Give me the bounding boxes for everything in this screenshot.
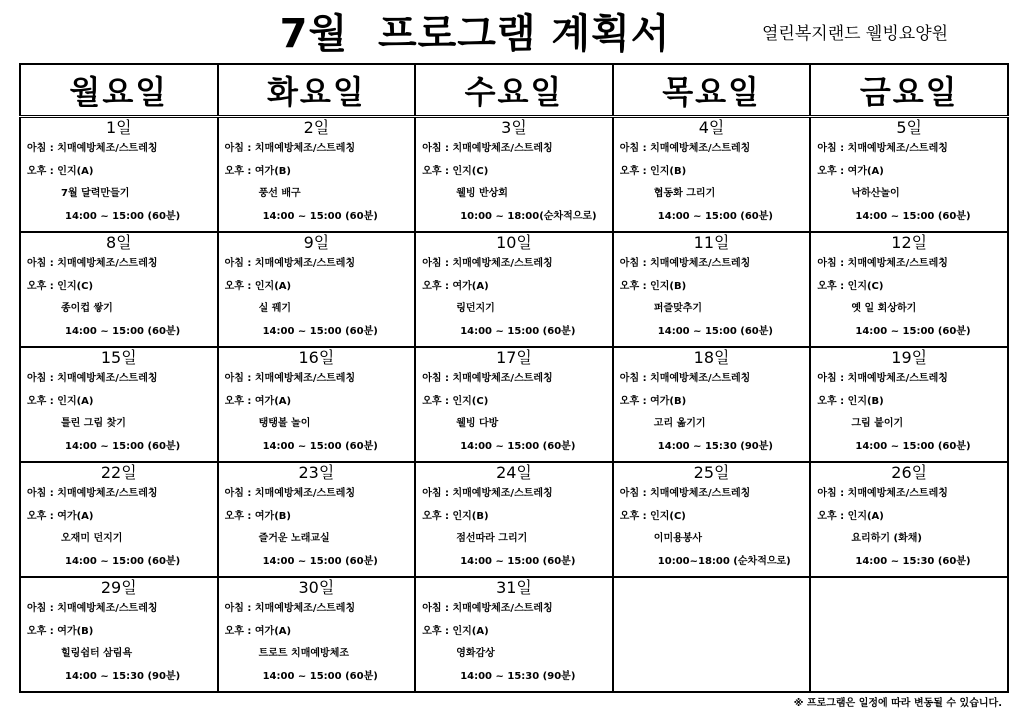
day-cell [218, 117, 416, 233]
day-cell [810, 347, 1008, 462]
activity-name: 옛 일 회상하기 [851, 303, 917, 314]
day-number: 12일 [891, 233, 928, 252]
morning-program: 아침 : 치매예방체조/스트레칭 [817, 373, 948, 384]
day-number: 3일 [501, 118, 527, 137]
day-cell-content [811, 348, 1007, 461]
day-number: 1일 [105, 118, 132, 137]
day-cell [218, 462, 416, 577]
afternoon-program: 오후 : 인지(A) [422, 625, 489, 637]
activity-name: 풍선 배구 [258, 188, 301, 199]
afternoon-program: 오후 : 인지(C) [422, 395, 489, 407]
afternoon-program: 오후 : 인지(C) [27, 280, 94, 292]
day-number: 19일 [891, 348, 928, 367]
day-cell [613, 232, 811, 347]
day-cell [20, 117, 218, 233]
activity-time: 14:00 ~ 15:00 (60분) [855, 440, 971, 452]
day-number: 30일 [298, 578, 335, 597]
afternoon-program: 오후 : 여가(B) [224, 510, 291, 522]
activity-time: 14:00 ~ 15:00 (60분) [855, 210, 971, 222]
day-number: 15일 [100, 348, 137, 367]
day-cell-content [219, 578, 415, 691]
day-number: 5일 [896, 118, 922, 137]
day-number: 8일 [105, 233, 132, 252]
activity-time: 14:00 ~ 15:00 (60분) [460, 440, 576, 452]
day-cell [218, 577, 416, 692]
activity-name: 7월 달력만들기 [61, 188, 130, 199]
activity-name: 종이컵 쌓기 [61, 303, 113, 314]
day-cell-content [416, 233, 612, 346]
day-cell [218, 347, 416, 462]
day-number: 22일 [100, 463, 137, 482]
schedule-change-note: ※ 프로그램은 일정에 따라 변동될 수 있습니다. [793, 698, 1002, 709]
afternoon-program: 오후 : 인지(A) [27, 395, 94, 407]
weekday-header-row [20, 64, 1008, 117]
morning-program: 아침 : 치매예방체조/스트레칭 [27, 258, 158, 269]
activity-name: 점선따라 그리기 [456, 533, 528, 544]
activity-time: 14:00 ~ 15:00 (60분) [657, 325, 773, 337]
day-cell-content [614, 348, 810, 461]
activity-name: 웰빙 다방 [456, 418, 499, 429]
morning-program: 아침 : 치매예방체조/스트레칭 [224, 488, 356, 499]
day-cell-content [811, 463, 1007, 576]
day-cell-content [416, 118, 612, 231]
activity-name: 협동화 그리기 [653, 188, 716, 199]
morning-program: 아침 : 치매예방체조/스트레칭 [817, 258, 948, 269]
morning-program: 아침 : 치매예방체조/스트레칭 [224, 143, 356, 154]
afternoon-program: 오후 : 인지(A) [224, 280, 292, 292]
day-cell-content [219, 118, 415, 231]
day-number: 31일 [496, 578, 532, 597]
afternoon-program: 오후 : 여가(B) [27, 625, 94, 637]
morning-program: 아침 : 치매예방체조/스트레칭 [619, 143, 751, 154]
afternoon-program: 오후 : 여가(A) [817, 165, 884, 177]
day-cell [415, 117, 613, 233]
day-cell [415, 347, 613, 462]
morning-program: 아침 : 치매예방체조/스트레칭 [619, 258, 751, 269]
day-number: 17일 [496, 348, 532, 367]
organization-name: 열린복지랜드 웰빙요양원 [762, 24, 949, 44]
week-row [20, 577, 1008, 692]
day-cell-content [614, 118, 810, 231]
afternoon-program: 오후 : 인지(C) [422, 165, 489, 177]
activity-name: 그림 붙이기 [851, 418, 904, 429]
weekday-header-fri: 금요일 [810, 64, 1008, 117]
day-number: 2일 [303, 118, 330, 137]
activity-time: 14:00 ~ 15:00 (60분) [65, 440, 181, 452]
day-cell-content [219, 463, 415, 576]
activity-name: 퍼즐맞추기 [653, 303, 703, 314]
afternoon-program: 오후 : 여가(A) [27, 510, 94, 522]
day-cell [613, 117, 811, 233]
day-number: 26일 [891, 463, 928, 482]
activity-time: 14:00 ~ 15:00 (60분) [262, 670, 378, 682]
activity-time: 14:00 ~ 15:00 (60분) [460, 555, 576, 567]
day-number: 24일 [496, 463, 532, 482]
morning-program: 아침 : 치매예방체조/스트레칭 [27, 373, 158, 384]
morning-program: 아침 : 치매예방체조/스트레칭 [422, 258, 553, 269]
afternoon-program: 오후 : 여가(A) [224, 625, 292, 637]
activity-name: 이미용봉사 [653, 533, 703, 544]
morning-program: 아침 : 치매예방체조/스트레칭 [817, 143, 948, 154]
day-number: 23일 [298, 463, 335, 482]
activity-time: 10:00~18:00 (순차적으로) [657, 555, 791, 567]
afternoon-program: 오후 : 여가(A) [422, 280, 489, 292]
morning-program: 아침 : 치매예방체조/스트레칭 [224, 258, 356, 269]
activity-name: 낙하산놀이 [851, 188, 900, 199]
weekday-header-wed: 수요일 [415, 64, 613, 117]
activity-name: 힐링쉼터 삼림욕 [61, 648, 133, 659]
activity-time: 14:00 ~ 15:30 (90분) [657, 440, 773, 452]
empty-cell-fill [614, 578, 810, 691]
week-row [20, 117, 1008, 233]
weekday-header-thu: 목요일 [613, 64, 811, 117]
morning-program: 아침 : 치매예방체조/스트레칭 [27, 143, 158, 154]
day-number: 16일 [298, 348, 335, 367]
afternoon-program: 오후 : 여가(A) [224, 395, 292, 407]
afternoon-program: 오후 : 인지(B) [619, 280, 687, 292]
day-cell [415, 462, 613, 577]
activity-time: 14:00 ~ 15:00 (60분) [262, 440, 378, 452]
day-cell-content [416, 348, 612, 461]
day-cell-content [21, 463, 217, 576]
afternoon-program: 오후 : 인지(B) [422, 510, 489, 522]
morning-program: 아침 : 치매예방체조/스트레칭 [422, 488, 553, 499]
activity-name: 영화감상 [456, 648, 495, 659]
activity-time: 14:00 ~ 15:00 (60분) [65, 555, 181, 567]
day-cell-content [811, 118, 1007, 231]
morning-program: 아침 : 치매예방체조/스트레칭 [619, 373, 751, 384]
weekday-header-tue: 화요일 [218, 64, 416, 117]
day-cell [613, 347, 811, 462]
morning-program: 아침 : 치매예방체조/스트레칭 [422, 603, 553, 614]
day-number: 25일 [693, 463, 730, 482]
day-cell-content [21, 578, 217, 691]
activity-name: 즐거운 노래교실 [258, 533, 330, 544]
day-cell [20, 232, 218, 347]
activity-time: 14:00 ~ 15:30 (90분) [65, 670, 181, 682]
day-number: 29일 [100, 578, 137, 597]
afternoon-program: 오후 : 인지(C) [619, 510, 686, 522]
activity-name: 실 꿰기 [258, 303, 292, 314]
afternoon-program: 오후 : 인지(C) [817, 280, 884, 292]
day-cell [415, 232, 613, 347]
activity-time: 14:00 ~ 15:00 (60분) [65, 325, 181, 337]
day-cell [613, 462, 811, 577]
day-cell [20, 347, 218, 462]
activity-name: 오재미 던지기 [61, 533, 123, 544]
activity-name: 고리 옮기기 [653, 418, 706, 429]
morning-program: 아침 : 치매예방체조/스트레칭 [619, 488, 751, 499]
morning-program: 아침 : 치매예방체조/스트레칭 [224, 603, 356, 614]
day-number: 11일 [693, 233, 730, 252]
day-number: 4일 [698, 118, 725, 137]
day-cell [810, 462, 1008, 577]
afternoon-program: 오후 : 여가(B) [619, 395, 687, 407]
day-cell-content [614, 233, 810, 346]
day-cell [218, 232, 416, 347]
program-calendar-table [19, 63, 1009, 693]
morning-program: 아침 : 치매예방체조/스트레칭 [422, 143, 553, 154]
activity-name: 요리하기 (화채) [851, 533, 922, 544]
activity-time: 14:00 ~ 15:00 (60분) [262, 325, 378, 337]
day-cell [810, 232, 1008, 347]
week-row [20, 232, 1008, 347]
morning-program: 아침 : 치매예방체조/스트레칭 [27, 488, 158, 499]
day-number: 9일 [303, 233, 330, 252]
week-row [20, 347, 1008, 462]
week-row [20, 462, 1008, 577]
activity-time: 14:00 ~ 15:00 (60분) [262, 555, 378, 567]
day-cell-content [416, 578, 612, 691]
day-cell [20, 462, 218, 577]
empty-cell-fill [811, 578, 1007, 691]
activity-time: 14:00 ~ 15:00 (60분) [855, 325, 971, 337]
day-cell [810, 117, 1008, 233]
afternoon-program: 오후 : 여가(B) [224, 165, 291, 177]
activity-name: 틀린 그림 찾기 [61, 418, 126, 429]
morning-program: 아침 : 치매예방체조/스트레칭 [27, 603, 158, 614]
afternoon-program: 오후 : 인지(B) [619, 165, 687, 177]
day-cell-content [21, 348, 217, 461]
morning-program: 아침 : 치매예방체조/스트레칭 [224, 373, 356, 384]
day-cell-content [21, 118, 217, 231]
activity-time: 14:00 ~ 15:00 (60분) [262, 210, 378, 222]
activity-time: 14:00 ~ 15:30 (90분) [460, 670, 576, 682]
day-cell [20, 577, 218, 692]
activity-name: 링던지기 [456, 303, 495, 314]
activity-time: 14:00 ~ 15:00 (60분) [65, 210, 181, 222]
calendar-body [20, 117, 1008, 693]
day-cell-content [219, 348, 415, 461]
day-cell [415, 577, 613, 692]
activity-name: 웰빙 반상회 [456, 188, 508, 199]
activity-time: 14:00 ~ 15:00 (60분) [657, 210, 773, 222]
day-number: 10일 [496, 233, 532, 252]
day-cell-content [811, 233, 1007, 346]
morning-program: 아침 : 치매예방체조/스트레칭 [422, 373, 553, 384]
morning-program: 아침 : 치매예방체조/스트레칭 [817, 488, 948, 499]
afternoon-program: 오후 : 인지(B) [817, 395, 884, 407]
day-cell-content [219, 233, 415, 346]
afternoon-program: 오후 : 인지(A) [817, 510, 884, 522]
day-cell-content [614, 463, 810, 576]
empty-day-cell [810, 577, 1008, 692]
weekday-header-mon: 월요일 [20, 64, 218, 117]
activity-time: 14:00 ~ 15:30 (60분) [855, 555, 971, 567]
activity-time: 14:00 ~ 15:00 (60분) [460, 325, 576, 337]
day-cell-content [416, 463, 612, 576]
activity-name: 탱탱볼 놀이 [258, 418, 311, 429]
empty-day-cell [613, 577, 811, 692]
activity-name: 트로트 치매예방체조 [258, 648, 350, 659]
page-title: 7월 프로그램 계획서 [279, 11, 671, 57]
day-cell-content [21, 233, 217, 346]
afternoon-program: 오후 : 인지(A) [27, 165, 94, 177]
activity-time: 10:00 ~ 18:00(순차적으로) [460, 210, 597, 222]
day-number: 18일 [693, 348, 730, 367]
